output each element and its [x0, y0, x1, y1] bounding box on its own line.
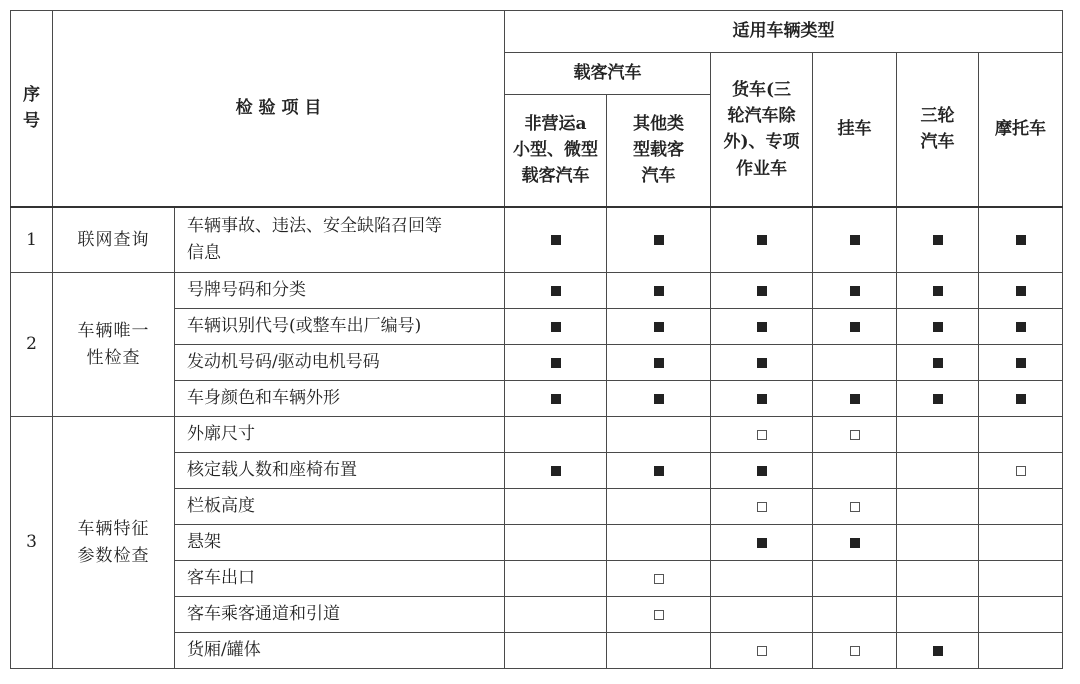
mark-cell: [979, 309, 1063, 345]
header-col: [607, 95, 711, 207]
filled-square-icon: [551, 394, 561, 404]
filled-square-icon: [933, 235, 943, 245]
mark-cell: [711, 345, 813, 381]
open-square-icon: [654, 610, 664, 620]
mark-cell: [813, 453, 897, 489]
header-col-label: 摩托车: [995, 119, 1047, 140]
item-cell: [175, 453, 505, 489]
seq-number: 1: [26, 229, 37, 250]
mark-cell: [813, 525, 897, 561]
mark-cell: [813, 633, 897, 669]
filled-square-icon: [933, 394, 943, 404]
mark-cell: [897, 597, 979, 633]
filled-square-icon: [933, 358, 943, 368]
item-cell: [175, 309, 505, 345]
filled-square-icon: [551, 466, 561, 476]
item-label: 车辆事故、违法、安全缺陷召回等 信息: [187, 216, 442, 263]
item-label: 客车出口: [187, 568, 255, 589]
mark-cell: [607, 207, 711, 273]
mark-cell: [813, 417, 897, 453]
mark-cell: [813, 381, 897, 417]
mark-cell: [813, 489, 897, 525]
mark-cell: [711, 309, 813, 345]
filled-square-icon: [551, 235, 561, 245]
header-col: [813, 53, 897, 207]
filled-square-icon: [654, 322, 664, 332]
mark-cell: [897, 207, 979, 273]
item-label: 车辆识别代号(或整车出厂编号): [187, 316, 422, 337]
filled-square-icon: [1016, 235, 1026, 245]
open-square-icon: [850, 646, 860, 656]
item-label: 核定载人数和座椅布置: [187, 460, 357, 481]
filled-square-icon: [1016, 322, 1026, 332]
mark-cell: [897, 525, 979, 561]
item-label: 发动机号码/驱动电机号码: [187, 352, 380, 373]
open-square-icon: [757, 502, 767, 512]
mark-cell: [897, 417, 979, 453]
item-label: 外廓尺寸: [187, 424, 255, 445]
mark-cell: [979, 489, 1063, 525]
item-label: 栏板高度: [187, 496, 255, 517]
filled-square-icon: [551, 358, 561, 368]
filled-square-icon: [933, 322, 943, 332]
mark-cell: [979, 207, 1063, 273]
item-label: 货厢/罐体: [187, 640, 261, 661]
filled-square-icon: [757, 538, 767, 548]
filled-square-icon: [654, 394, 664, 404]
mark-cell: [505, 489, 607, 525]
filled-square-icon: [757, 235, 767, 245]
mark-cell: [607, 525, 711, 561]
mark-cell: [505, 273, 607, 309]
open-square-icon: [757, 646, 767, 656]
filled-square-icon: [654, 358, 664, 368]
header-applicable-label: 适用车辆类型: [732, 21, 835, 42]
mark-cell: [979, 597, 1063, 633]
mark-cell: [897, 489, 979, 525]
mark-cell: [813, 561, 897, 597]
item-cell: [175, 273, 505, 309]
item-label: 车身颜色和车辆外形: [187, 388, 340, 409]
seq-number: 2: [26, 334, 37, 355]
header-applicable: [505, 11, 1063, 53]
item-cell: [175, 633, 505, 669]
mark-cell: [607, 417, 711, 453]
mark-cell: [607, 597, 711, 633]
header-col-label: 非营运a 小型、微型 载客汽车: [513, 113, 599, 187]
mark-cell: [979, 417, 1063, 453]
mark-cell: [711, 273, 813, 309]
mark-cell: [711, 453, 813, 489]
header-col-label: 挂车: [837, 119, 872, 140]
item-cell: [175, 489, 505, 525]
mark-cell: [711, 597, 813, 633]
open-square-icon: [850, 430, 860, 440]
mark-cell: [979, 525, 1063, 561]
filled-square-icon: [850, 235, 860, 245]
mark-cell: [505, 525, 607, 561]
filled-square-icon: [1016, 286, 1026, 296]
mark-cell: [813, 273, 897, 309]
mark-cell: [505, 417, 607, 453]
mark-cell: [979, 345, 1063, 381]
mark-cell: [813, 345, 897, 381]
category-cell: [53, 417, 175, 669]
category-label: 车辆唯一 性检查: [77, 321, 150, 368]
mark-cell: [607, 453, 711, 489]
seq-number: 3: [26, 532, 37, 553]
mark-cell: [979, 273, 1063, 309]
filled-square-icon: [933, 286, 943, 296]
header-col: [897, 53, 979, 207]
filled-square-icon: [850, 394, 860, 404]
filled-square-icon: [757, 358, 767, 368]
header-col-label: 货车(三 轮汽车除 外)、专项 作业车: [723, 79, 800, 179]
mark-cell: [711, 207, 813, 273]
filled-square-icon: [551, 286, 561, 296]
category-label: 联网查询: [77, 229, 150, 250]
mark-cell: [711, 381, 813, 417]
mark-cell: [897, 381, 979, 417]
mark-cell: [979, 381, 1063, 417]
mark-cell: [711, 417, 813, 453]
open-square-icon: [1016, 466, 1026, 476]
mark-cell: [505, 633, 607, 669]
mark-cell: [711, 525, 813, 561]
mark-cell: [505, 597, 607, 633]
filled-square-icon: [850, 322, 860, 332]
filled-square-icon: [654, 286, 664, 296]
inspection-table: [10, 10, 1063, 669]
category-cell: [53, 273, 175, 417]
mark-cell: [505, 561, 607, 597]
filled-square-icon: [757, 466, 767, 476]
mark-cell: [607, 345, 711, 381]
header-col: [711, 53, 813, 207]
table-row: [11, 207, 1063, 273]
seq-cell: [11, 273, 53, 417]
item-cell: [175, 381, 505, 417]
item-cell: [175, 525, 505, 561]
item-label: 客车乘客通道和引道: [187, 604, 340, 625]
mark-cell: [897, 309, 979, 345]
mark-cell: [607, 489, 711, 525]
open-square-icon: [850, 502, 860, 512]
item-cell: [175, 207, 505, 273]
mark-cell: [607, 561, 711, 597]
mark-cell: [979, 453, 1063, 489]
mark-cell: [979, 633, 1063, 669]
mark-cell: [897, 633, 979, 669]
filled-square-icon: [551, 322, 561, 332]
header-col: [505, 95, 607, 207]
item-cell: [175, 561, 505, 597]
item-cell: [175, 417, 505, 453]
header-col: [979, 53, 1063, 207]
mark-cell: [813, 309, 897, 345]
header-col-label: 三轮 汽车: [920, 105, 955, 153]
header-col-label: 其他类 型载客 汽车: [633, 113, 685, 187]
filled-square-icon: [933, 646, 943, 656]
filled-square-icon: [654, 235, 664, 245]
mark-cell: [607, 309, 711, 345]
mark-cell: [813, 207, 897, 273]
filled-square-icon: [850, 538, 860, 548]
seq-cell: [11, 207, 53, 273]
mark-cell: [897, 273, 979, 309]
filled-square-icon: [1016, 394, 1026, 404]
header-seq-label: 序 号: [23, 84, 40, 132]
open-square-icon: [757, 430, 767, 440]
open-square-icon: [654, 574, 664, 584]
category-cell: [53, 207, 175, 273]
header-item: [53, 11, 505, 207]
mark-cell: [711, 489, 813, 525]
mark-cell: [505, 453, 607, 489]
filled-square-icon: [850, 286, 860, 296]
mark-cell: [607, 381, 711, 417]
mark-cell: [897, 561, 979, 597]
item-label: 悬架: [187, 532, 221, 553]
table-row: [11, 417, 1063, 453]
filled-square-icon: [757, 286, 767, 296]
mark-cell: [711, 633, 813, 669]
table-body: [11, 11, 1063, 669]
item-cell: [175, 345, 505, 381]
mark-cell: [897, 453, 979, 489]
item-label: 号牌号码和分类: [187, 280, 306, 301]
mark-cell: [897, 345, 979, 381]
category-label: 车辆特征 参数检查: [77, 519, 150, 566]
mark-cell: [607, 633, 711, 669]
mark-cell: [505, 381, 607, 417]
header-passenger-group-label: 载客汽车: [573, 63, 642, 84]
mark-cell: [607, 273, 711, 309]
mark-cell: [979, 561, 1063, 597]
filled-square-icon: [757, 322, 767, 332]
seq-cell: [11, 417, 53, 669]
mark-cell: [813, 597, 897, 633]
table-row: [11, 273, 1063, 309]
mark-cell: [505, 309, 607, 345]
header-item-label: 检 验 项 目: [235, 98, 322, 119]
header-passenger-group: [505, 53, 711, 95]
item-cell: [175, 597, 505, 633]
header-seq: [11, 11, 53, 207]
mark-cell: [505, 207, 607, 273]
mark-cell: [711, 561, 813, 597]
filled-square-icon: [654, 466, 664, 476]
filled-square-icon: [757, 394, 767, 404]
mark-cell: [505, 345, 607, 381]
filled-square-icon: [1016, 358, 1026, 368]
